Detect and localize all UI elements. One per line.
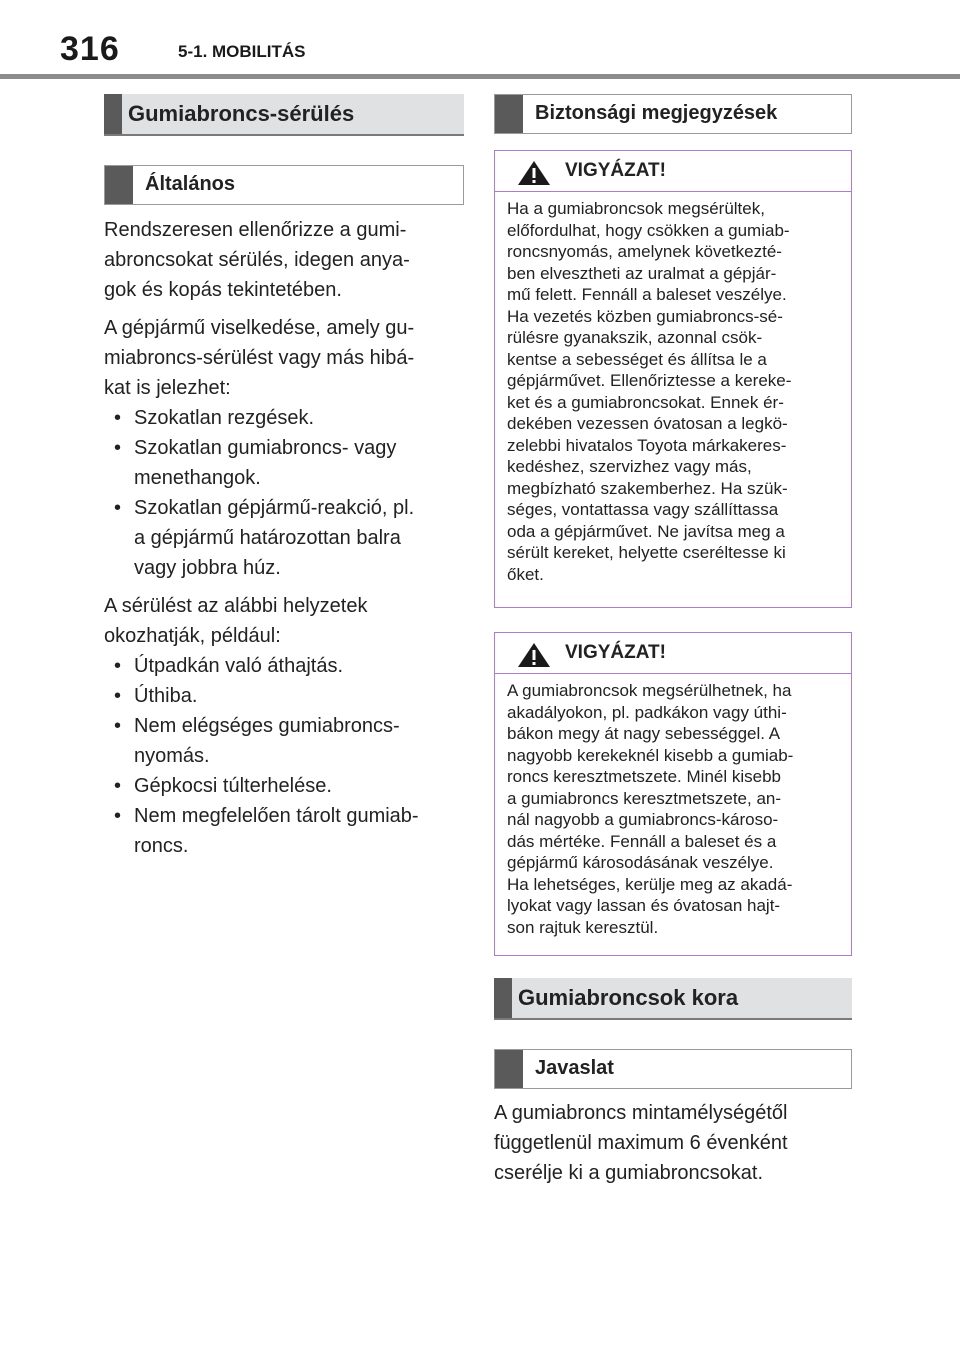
page-number: 316 — [60, 30, 120, 68]
text-line: dekében vezessen óvatosan a legkö- — [507, 414, 788, 433]
text-line: kat is jelezhet: — [104, 377, 231, 399]
text-line: roncs. — [134, 835, 189, 857]
text-line: roncs keresztmetszete. Minél kisebb — [507, 767, 781, 786]
text-line: A gumiabroncs mintamélységétől — [494, 1102, 788, 1124]
text-line: gépjármű károsodásának veszélye. — [507, 853, 774, 872]
text-line: Szokatlan gumiabroncs- vagy — [134, 437, 397, 459]
text-line: sérült kereket, helyette cseréltesse ki — [507, 543, 786, 562]
text-line: mű felett. Fennáll a baleset veszélye. — [507, 285, 787, 304]
warning-box-2 — [494, 632, 852, 956]
text-line: a gumiabroncs keresztmetszete, an- — [507, 788, 782, 808]
warning-title: VIGYÁZAT! — [565, 160, 666, 181]
heading-tire-age — [494, 978, 852, 1020]
subheading-text: Általános — [145, 173, 236, 195]
subheading-safety-notes — [494, 94, 852, 134]
page-header — [0, 0, 960, 80]
text-line: vagy jobbra húz. — [134, 557, 281, 579]
text-line: miabroncs-sérülést vagy más hibá- — [104, 347, 415, 369]
text-line: nagyobb kerekeknél kisebb a gumiab- — [507, 745, 794, 765]
text-line: őket. — [507, 564, 544, 584]
subheading-bar — [495, 1050, 523, 1088]
warning-text — [495, 192, 851, 585]
text-line: menethangok. — [134, 467, 261, 489]
warning-header — [495, 151, 851, 192]
bullet-icon: • — [114, 715, 122, 737]
left-body — [104, 215, 464, 861]
list-item — [104, 651, 464, 681]
text-line: oda a gépjárművet. Ne javítsa meg a — [507, 521, 785, 541]
text-line: Úthiba. — [134, 685, 198, 707]
text-line: A gépjármű viselkedése, amely gu- — [104, 317, 415, 339]
text-line: előfordulhat, hogy csökken a gumiab- — [507, 220, 790, 240]
text-line: Rendszeresen ellenőrizze a gumi- — [104, 219, 407, 241]
text-line: Ha vezetés közben gumiabroncs-sé- — [507, 306, 783, 326]
warning-text — [495, 674, 851, 938]
text-line: Útpadkán való áthajtás. — [134, 655, 344, 677]
text-line: A sérülést az alábbi helyzetek — [104, 595, 368, 617]
text-line: rülésre gyanakszik, azonnal csök- — [507, 328, 763, 347]
text-line: Gépkocsi túlterhelése. — [134, 775, 332, 797]
text-line: zelebbi hivatalos Toyota márkakeres- — [507, 435, 787, 455]
subheading-general — [104, 165, 464, 205]
text-line: Ha lehetséges, kerülje meg az akadá- — [507, 874, 793, 894]
bullet-icon: • — [114, 437, 122, 459]
text-line: a gépjármű határozottan balra — [134, 527, 401, 549]
text-line: nál nagyobb a gumiabroncs-károso- — [507, 810, 779, 829]
text-line: megbízható szakemberhez. Ha szük- — [507, 478, 788, 498]
text-line: Ha a gumiabroncsok megsérültek, — [507, 199, 765, 218]
text-line: Szokatlan rezgések. — [134, 407, 315, 429]
bullet-icon: • — [114, 805, 122, 827]
text-line: séges, vontattassa vagy szállíttassa — [507, 500, 779, 519]
list-item — [104, 711, 464, 771]
bullet-icon: • — [114, 407, 122, 429]
text-line: A gumiabroncsok megsérülhetnek, ha — [507, 681, 792, 700]
heading-text: Gumiabroncs-sérülés — [128, 101, 355, 126]
subheading-recommendation — [494, 1049, 852, 1089]
text-line: akadályokon, pl. padkákon vagy úthi- — [507, 702, 787, 722]
list-item — [104, 771, 464, 801]
heading-bar — [104, 94, 122, 134]
warning-box-1 — [494, 150, 852, 608]
heading-text: Gumiabroncsok kora — [518, 985, 739, 1010]
warning-header — [495, 633, 851, 674]
text-line: ben elvesztheti az uralmat a gépjár- — [507, 263, 777, 283]
list-item — [104, 493, 464, 583]
list-item — [104, 681, 464, 711]
text-line: gépjárművet. Ellenőriztesse a kereke- — [507, 371, 792, 390]
right-body — [494, 1098, 852, 1188]
section-title: 5-1. MOBILITÁS — [178, 42, 306, 61]
subheading-bar — [495, 95, 523, 133]
text-line: abroncsokat sérülés, idegen anya- — [104, 249, 410, 271]
text-line: Nem elégséges gumiabroncs- — [134, 715, 400, 737]
heading-bar — [494, 978, 512, 1018]
text-line: kedéshez, szervizhez vagy más, — [507, 457, 752, 476]
subheading-bar — [105, 166, 133, 204]
warning-title: VIGYÁZAT! — [565, 642, 666, 663]
text-line: dás mértéke. Fennáll a baleset és a — [507, 831, 777, 851]
text-line: függetlenül maximum 6 évenként — [494, 1132, 788, 1154]
header-rule — [0, 74, 960, 79]
warning-triangle-icon — [517, 160, 551, 186]
text-line: son rajtuk keresztül. — [507, 917, 659, 937]
text-line: okozhatják, például: — [104, 625, 281, 647]
list-item — [104, 403, 464, 433]
text-line: cserélje ki a gumiabroncsokat. — [494, 1162, 764, 1184]
text-line: roncsnyomás, amelynek következté- — [507, 242, 782, 261]
subheading-text: Biztonsági megjegyzések — [535, 102, 778, 124]
bullet-icon: • — [114, 685, 122, 707]
text-line: ket és a gumiabroncsokat. Ennek ér- — [507, 392, 784, 412]
text-line: Szokatlan gépjármű-reakció, pl. — [134, 497, 415, 519]
bullet-icon: • — [114, 497, 122, 519]
text-line: lyokat vagy lassan és óvatosan hajt- — [507, 896, 781, 915]
list-item — [104, 801, 464, 861]
heading-tire-damage — [104, 94, 464, 136]
text-line: nyomás. — [134, 745, 210, 767]
bullet-icon: • — [114, 775, 122, 797]
text-line: bákon megy át nagy sebességgel. A — [507, 724, 781, 743]
text-line: Nem megfelelően tárolt gumiab- — [134, 805, 419, 827]
text-line: kentse a sebességet és állítsa le a — [507, 349, 767, 369]
subheading-text: Javaslat — [535, 1057, 614, 1079]
bullet-icon: • — [114, 655, 122, 677]
list-item — [104, 433, 464, 493]
warning-triangle-icon — [517, 642, 551, 668]
text-line: gok és kopás tekintetében. — [104, 279, 342, 301]
